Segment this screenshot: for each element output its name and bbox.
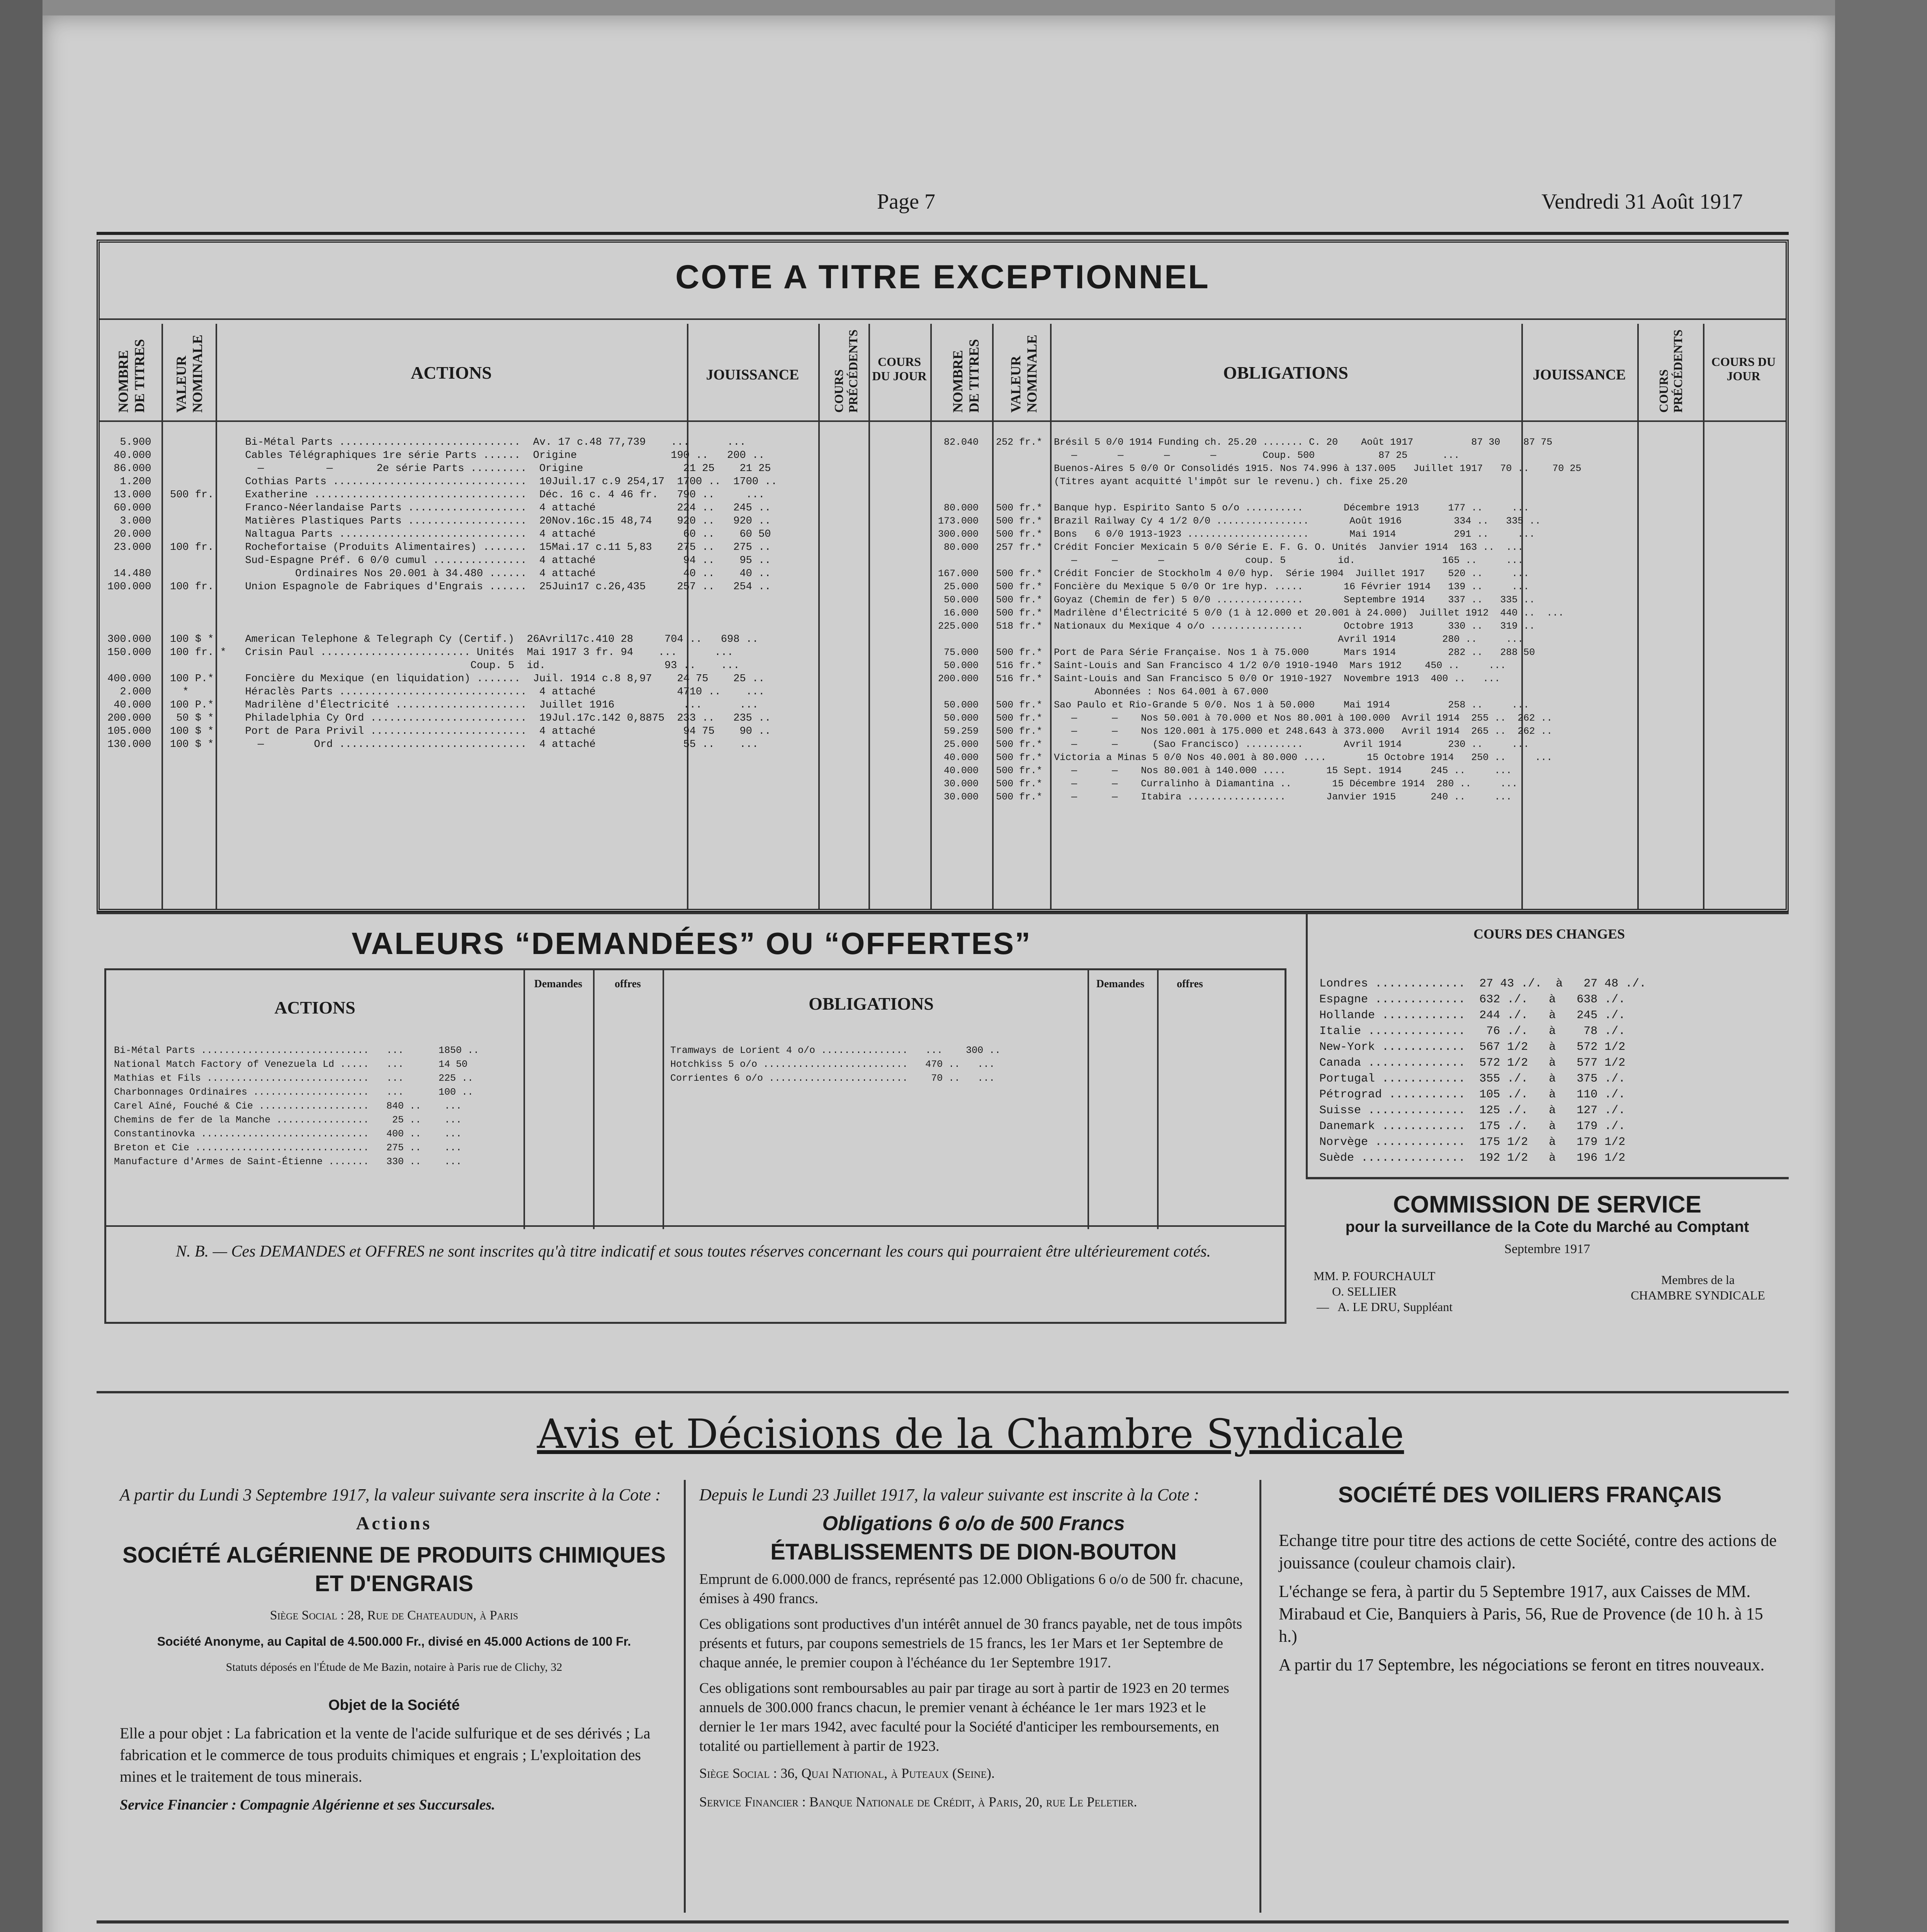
c1-company: SOCIÉTÉ ALGÉRIENNE DE PRODUITS CHIMIQUES ET D'ENGRAIS (122, 1543, 666, 1596)
c1-objet: Objet de la Société (328, 1697, 460, 1713)
head-cours-prec-2: COURS PRÉCÉDENTS (1657, 329, 1685, 413)
commission-subtitle: pour la surveillance de la Cote du Marché au Comptant (1345, 1218, 1749, 1235)
avis-col-divider (684, 1480, 686, 1913)
c3-title: SOCIÉTÉ DES VOILIERS FRANÇAIS (1338, 1482, 1722, 1507)
vd-actions-head: ACTIONS (274, 998, 355, 1017)
head-valeur-2: VALEUR NOMINALE (1008, 334, 1040, 413)
commission-names: MM. P. FOURCHAULT O. SELLIER — A. LE DRU, Suppléant (1314, 1269, 1453, 1314)
col-divider (523, 970, 525, 1229)
vd-actions-rows: Bi-Métal Parts ............................. ... 1850 .. National Match Factory of Venezuela Ld ..... ... 14 50 Mathias et Fils ............................ ... 225 .. Charbonnages Ordinaires .................... ... 100 .. Carel Aîné, Fouché & Cie ................... 840 .. ... Chemins de fer de la Manche ................ 25 .. ... Constantinovka ............................. 400 .. ... Breton et Cie .............................. 275 .. ... Manufacture d'Armes de Saint-Étienne ....... 330 .. ... (114, 1045, 479, 1167)
avis-col-divider (1259, 1480, 1261, 1913)
head-obligations: OBLIGATIONS (1223, 363, 1348, 383)
commission-members: Membres de la CHAMBRE SYNDICALE (1631, 1273, 1765, 1302)
vd-table-rule (106, 1225, 1285, 1227)
c1-capital: Société Anonyme, au Capital de 4.500.000 Fr., divisé en 45.000 Actions de 100 Fr. (157, 1634, 631, 1648)
avis-col-2 (699, 1484, 1248, 1819)
c1-actions: Actions (356, 1513, 432, 1534)
c2-p1: Emprunt de 6.000.000 de francs, représenté pas 12.000 Obligations 6 o/o de 500 fr. chacune, émises à 490 francs. (699, 1571, 1243, 1607)
changes-title: COURS DES CHANGES (1473, 926, 1625, 942)
c1-siege: Siège Social : 28, Rue de Chateaudun, à Paris (270, 1608, 518, 1622)
head-nombre-2: NOMBRE DE TITRES (950, 339, 982, 413)
vd-oblig-rows: Tramways de Lorient 4 o/o ............... ... 300 .. Hotchkiss 5 o/o ......................... 470 .. ... Corrientes 6 o/o ........................ 70 .. ... (670, 1045, 1001, 1084)
head-jouissance-2: JOUISSANCE (1533, 367, 1626, 383)
cote-head-rule (100, 420, 1786, 422)
col-divider (663, 970, 664, 1229)
head-actions: ACTIONS (411, 363, 492, 383)
newspaper-page (42, 15, 1835, 1932)
c1-service: Service Financier : Compagnie Algérienne et ses Succursales. (120, 1797, 495, 1813)
head-cours-jour: COURS DU JOUR (872, 355, 927, 383)
cote-title: COTE A TITRE EXCEPTIONNEL (675, 259, 1210, 296)
c1-intro: A partir du Lundi 3 Septembre 1917, la valeur suivante sera inscrite à la Cote : (120, 1485, 661, 1504)
head-cours-prec: COURS PRÉCÉDENTS (832, 329, 860, 413)
cote-title-rule (100, 318, 1786, 320)
avis-col-1 (120, 1484, 668, 1822)
col-divider (930, 324, 932, 909)
c3-p3: A partir du 17 Septembre, les négociations se feront en titres nouveaux. (1279, 1655, 1765, 1674)
col-divider (818, 324, 820, 909)
c2-oblig: Obligations 6 o/o de 500 Francs (822, 1512, 1125, 1535)
head-nombre: NOMBRE DE TITRES (116, 339, 147, 413)
vd-nota-bene: N. B. — Ces DEMANDES et OFFRES ne sont inscrites qu'à titre indicatif et sous toutes réserves concernant les cours qui pourraient être ultérieurement cotés. (176, 1243, 1211, 1260)
cote-grid (100, 324, 1786, 909)
page-number: Page 7 (877, 190, 935, 214)
cours-des-changes (1306, 914, 1789, 1177)
col-divider (1157, 970, 1159, 1229)
vd-oblig-head: OBLIGATIONS (809, 994, 934, 1014)
commission-de-service (1306, 1177, 1789, 1349)
left-binding-edge (0, 0, 42, 1932)
c1-body: Elle a pour objet : La fabrication et la vente de l'acide sulfurique et de ses dérivés ; La fabrication et le commerce de tous produits chimiques et engrais ; L'exploitation des mines et le traitement de tous minerais. (120, 1725, 651, 1785)
c2-intro: Depuis le Lundi 23 Juillet 1917, la valeur suivante est inscrite à la Cote : (699, 1485, 1200, 1504)
obligations-rows: 82.040 252 fr.* Brésil 5 0/0 1914 Funding ch. 25.20 ....... C. 20 Août 1917 87 30 87 75 — — — — Coup. 500 87 25 ... Buenos-Aires 5 0/0 Or Consolidés 1915. Nos 74.996 à 137.005 Juillet 1917 70 .. 70 25 (Titres ayant acquitté l'impôt sur le revenu.) ch. fixe 25.20 80.000 500 fr.* Banque hyp. Espirito Santo 5 o/o .......... Décembre 1913 177 .. ... 173.000 500 fr.* Brazil Railway Cy 4 1/2 0/0 ................ Août 1916 334 .. 335 .. 300.000 500 fr.* Bons 6 0/0 1913-1923 ..................... Mai 1914 291 .. ... 80.000 257 fr.* Crédit Foncier Mexicain 5 0/0 Série E. F. G. O. Unités Janvier 1914 163 .. ... — — — coup. 5 id. 165 .. ... 167.000 500 fr.* Crédit Foncier de Stockholm 4 0/0 hyp. Série 1904 Juillet 1917 520 .. ... 25.000 500 fr.* Foncière du Mexique 5 0/0 Or 1re hyp. ..... 16 Février 1914 139 .. ... 50.000 500 fr.* Goyaz (Chemin de fer) 5 0/0 ............... Septembre 1914 337 .. 335 .. 16.000 500 fr.* Madrilène d'Électricité 5 0/0 (1 à 12.000 et 20.001 à 24.000) Juillet 1912 440 .. ... 225.000 518 fr.* Nationaux du Mexique 4 o/o ................ Octobre 1913 330 .. 319 .. Avril 1914 280 .. ... 75.000 500 fr.* Port de Para Série Française. Nos 1 à 75.000 Mars 1914 282 .. 288 50 50.000 516 fr.* Saint-Louis and San Francisco 4 1/2 0/0 1910-1940 Mars 1912 450 .. ... 200.000 516 fr.* Saint-Louis and San Francisco 5 0/0 Or 1910-1927 Novembre 1913 400 .. ... Abonnées : Nos 64.001 à 67.000 50.000 500 fr.* Sao Paulo et Rio-Grande 5 0/0. Nos 1 à 50.000 Mai 1914 258 .. ... 50.000 500 fr.* — — Nos 50.001 à 70.000 et Nos 80.001 à 100.000 Avril 1914 255 .. 262 .. 59.259 500 fr.* — — Nos 120.001 à 175.000 et 248.643 à 373.000 Avril 1914 265 .. 262 .. 25.000 500 fr.* — — (Sao Francisco) .......... Avril 1914 230 .. ... 40.000 500 fr.* Victoria a Minas 5 0/0 Nos 40.001 à 80.000 .... 15 Octobre 1914 250 .. ... 40.000 500 fr.* — — Nos 80.001 à 140.000 .... 15 Sept. 1914 245 .. ... 30.000 500 fr.* — — Curralinho à Diamantina .. 15 Décembre 1914 280 .. ... 30.000 500 fr.* — — Itabira ................. Janvier 1915 240 .. ... (938, 437, 1582, 803)
head-valeur: VALEUR NOMINALE (173, 334, 205, 413)
c2-p2: Ces obligations sont productives d'un intérêt annuel de 30 francs payable, net de tous impôts présents et futurs, par coupons semestriels de 15 francs, les 1er Mars et 1er Septembre de chaque année, le premier coupon à l'échéance du 1er Septembre 1917. (699, 1616, 1242, 1671)
vd-table (104, 968, 1286, 1324)
col-divider (1637, 324, 1639, 909)
vd-demandes-head: Demandes (534, 978, 583, 990)
c3-p1: Echange titre pour titre des actions de cette Société, contre des actions de jouissance (couleur chamois clair). (1279, 1531, 1777, 1572)
issue-date: Vendredi 31 Août 1917 (1541, 190, 1743, 214)
vd-demandes-head-2: Demandes (1096, 978, 1145, 990)
col-divider (593, 970, 595, 1229)
c2-service: Service Financier : Banque Nationale de Crédit, à Paris, 20, rue Le Peletier. (699, 1794, 1137, 1810)
col-divider (1703, 324, 1704, 909)
commission-date: Septembre 1917 (1504, 1242, 1590, 1256)
vd-offres-head-2: offres (1177, 978, 1203, 990)
commission-title: COMMISSION DE SERVICE (1393, 1191, 1702, 1218)
section-rule (97, 1391, 1789, 1393)
section-rule (97, 1920, 1789, 1923)
col-divider (1088, 970, 1089, 1229)
c2-p3: Ces obligations sont remboursables au pair par tirage au sort à partir de 1923 en 20 termes annuels de 300.000 francs chacun, le premier venant à échéance le 1er mars 1923 et le dernier le 1er mars 1942, avec faculté pour la Société d'anticiper les remboursements, en totalité ou partiellement à partir de 1923. (699, 1680, 1229, 1754)
c3-p2: L'échange se fera, à partir du 5 Septembre 1917, aux Caisses de MM. Mirabaud et Cie, Banquiers à Paris, 56, Rue de Provence (de 10 h. à 15 h.) (1279, 1582, 1763, 1646)
head-cours-jour-2: COURS DU JOUR (1711, 355, 1776, 383)
right-page-stack (1835, 0, 1927, 1932)
cote-exceptionnel-table (97, 240, 1789, 912)
avis-title: Avis et Décisions de la Chambre Syndicale (537, 1410, 1404, 1458)
col-divider (868, 324, 870, 909)
vd-title: VALEURS “DEMANDÉES” OU “OFFERTES” (352, 926, 1031, 961)
vd-offres-head: offres (615, 978, 641, 990)
actions-rows: 5.900 Bi-Métal Parts ............................. Av. 17 c.48 77,739 ... ... 40.000 Cables Télégraphiques 1re série Parts ...... Origine 190 .. 200 .. 86.000 — — 2e série Parts ......... Origine 21 25 21 25 1.200 Cothias Parts ............................... 10Juil.17 c.9 254,17 1700 .. 1700 .. 13.000 500 fr. Exatherine .................................. Déc. 16 c. 4 46 fr. 790 .. ... 60.000 Franco-Néerlandaise Parts ................... 4 attaché 224 .. 245 .. 3.000 Matières Plastiques Parts ................... 20Nov.16c.15 48,74 920 .. 920 .. 20.000 Naltagua Parts .............................. 4 attaché 60 .. 60 50 23.000 100 fr. Rochefortaise (Produits Alimentaires) ....... 15Mai.17 c.11 5,83 275 .. 275 .. Sud-Espagne Préf. 6 0/0 cumul ............... 4 attaché 94 .. 95 .. 14.480 Ordinaires Nos 20.001 à 34.480 ...... 4 attaché 40 .. 40 .. 100.000 100 fr. Union Espagnole de Fabriques d'Engrais ...... 25Juin17 c.26,435 257 .. 254 .. 300.000 100 $ * American Telephone & Telegraph Cy (Certif.) 26Avril17c.410 28 704 .. 698 .. 150.000 100 fr. * Crisin Paul ........................ Unités Mai 1917 3 fr. 94 ... ... Coup. 5 id. 93 .. ... 400.000 100 P.* Foncière du Mexique (en liquidation) ....... Juil. 1914 c.8 8,97 24 75 25 .. 2.000 * Héraclès Parts .............................. 4 attaché 4710 .. ... 40.000 100 P.* Madrilène d'Électricité ..................... Juillet 1916 ... ... 200.000 50 $ * Philadelphia Cy Ord ......................... 19Jul.17c.142 0,8875 233 .. 235 .. 105.000 100 $ * Port de Para Privil ......................... 4 attaché 94 75 90 .. 130.000 100 $ * — Ord .............................. 4 attaché 55 .. ... (107, 437, 777, 750)
c2-company: ÉTABLISSEMENTS DE DION-BOUTON (770, 1539, 1177, 1565)
head-jouissance: JOUISSANCE (706, 367, 799, 383)
c1-statuts: Statuts déposés en l'Étude de Me Bazin, notaire à Paris rue de Clichy, 32 (226, 1661, 562, 1673)
top-rule (97, 232, 1789, 235)
c2-siege: Siège Social : 36, Quai National, à Puteaux (Seine). (699, 1765, 995, 1781)
avis-col-3 (1279, 1484, 1781, 1682)
changes-rows: Londres ............. 27 43 ./. à 27 48 ./. Espagne ............. 632 ./. à 638 ./. Hollande ............ 244 ./. à 245 ./. Italie .............. 76 ./. à 78 ./. New-York ............ 567 1/2 à 572 1/2 Canada .............. 572 1/2 à 577 1/2 Portugal ............ 355 ./. à 375 ./. Pétrograd ........... 105 ./. à 110 ./. Suisse .............. 125 ./. à 127 ./. Danemark ............ 175 ./. à 179 ./. Norvège ............. 175 1/2 à 179 1/2 Suède ............... 192 1/2 à 196 1/2 (1319, 977, 1647, 1165)
valeurs-demandees-section (97, 912, 1789, 1389)
